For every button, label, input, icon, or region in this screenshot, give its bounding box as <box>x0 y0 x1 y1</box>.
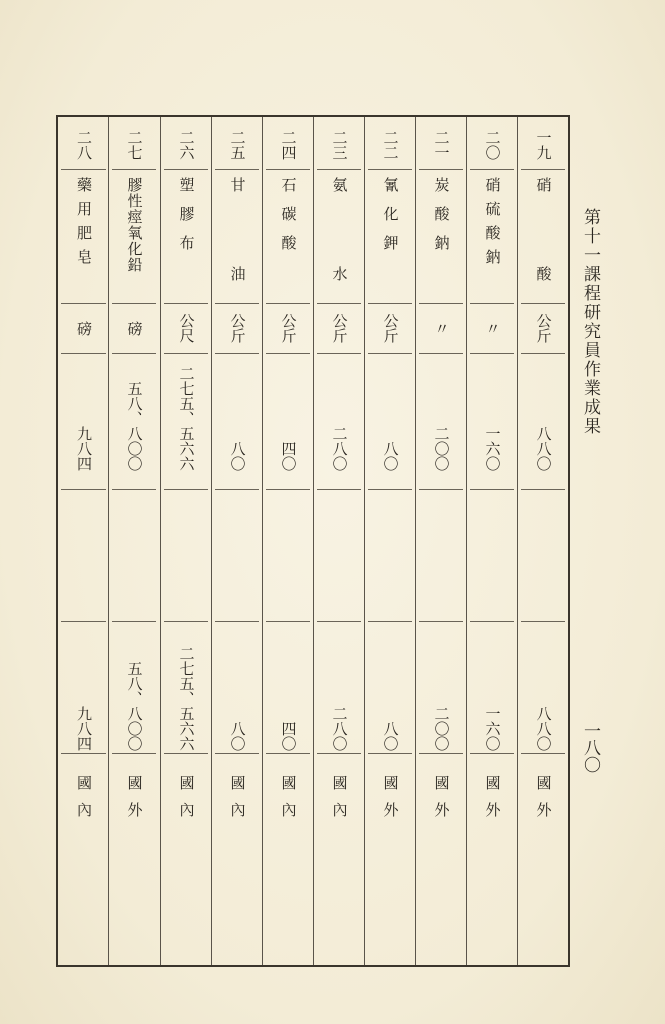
cell-unit <box>58 307 109 349</box>
cell-text-unit: 公尺 <box>177 313 196 343</box>
cell-text-origin: 國外 <box>534 775 553 829</box>
cell-divider <box>521 353 565 354</box>
cell-no <box>263 121 313 169</box>
cell-qty1 <box>365 359 415 471</box>
cell-text-unit: 磅 <box>75 320 93 336</box>
cell-text-qty2: 五八、八〇〇 <box>125 661 144 751</box>
cell-divider <box>470 303 514 304</box>
cell-divider <box>470 621 514 622</box>
cell-origin <box>416 767 466 837</box>
cell-unit <box>518 307 568 349</box>
cell-text-no: 二〇 <box>483 130 502 160</box>
cell-text-no: 二二 <box>381 130 400 160</box>
cell-text-no: 二七 <box>125 130 144 160</box>
cell-no <box>58 121 109 169</box>
cell-divider <box>164 303 208 304</box>
table-column <box>262 117 313 965</box>
cell-text-qty2: 二七五、五六六 <box>177 646 196 751</box>
cell-divider <box>368 621 412 622</box>
cell-text-no: 二四 <box>279 130 298 160</box>
cell-text-origin: 國內 <box>279 775 298 829</box>
cell-divider <box>470 489 514 490</box>
cell-text-qty2: 二八〇 <box>330 706 349 751</box>
cell-text-qty1: 八〇 <box>381 441 400 471</box>
cell-qty1 <box>161 359 211 471</box>
cell-qty1 <box>467 359 517 471</box>
cell-text-name: 氨 水 <box>330 177 349 309</box>
cell-text-unit: 〃 <box>483 320 502 336</box>
cell-unit <box>212 307 262 349</box>
cell-divider <box>215 753 259 754</box>
cell-divider <box>521 753 565 754</box>
table-column <box>313 117 364 965</box>
cell-text-qty1: 八八〇 <box>534 426 553 471</box>
cell-qty2 <box>518 625 568 751</box>
table-column <box>466 117 517 965</box>
cell-unit <box>416 307 466 349</box>
cell-no <box>314 121 364 169</box>
cell-text-origin: 國內 <box>330 775 349 829</box>
cell-divider <box>215 621 259 622</box>
table-column <box>364 117 415 965</box>
cell-qty2 <box>212 625 262 751</box>
cell-divider <box>419 753 463 754</box>
cell-unit <box>161 307 211 349</box>
cell-divider <box>266 489 310 490</box>
cell-qty1 <box>518 359 568 471</box>
cell-divider <box>419 353 463 354</box>
cell-divider <box>368 303 412 304</box>
cell-divider <box>112 353 156 354</box>
cell-divider <box>521 621 565 622</box>
cell-qty2 <box>161 625 211 751</box>
cell-divider <box>521 169 565 170</box>
cell-text-qty1: 九八四 <box>75 426 93 471</box>
cell-text-no: 二八 <box>75 130 93 160</box>
cell-text-name: 塑膠布 <box>177 177 196 264</box>
cell-divider <box>215 489 259 490</box>
cell-text-name: 炭酸鈉 <box>432 177 451 264</box>
cell-divider <box>368 753 412 754</box>
cell-divider <box>368 169 412 170</box>
cell-divider <box>61 303 106 304</box>
cell-qty2 <box>365 625 415 751</box>
cell-divider <box>112 169 156 170</box>
cell-no <box>109 121 159 169</box>
cell-divider <box>317 489 361 490</box>
cell-qty2 <box>416 625 466 751</box>
cell-name <box>467 175 517 299</box>
cell-divider <box>317 753 361 754</box>
cell-divider <box>61 753 106 754</box>
cell-qty2 <box>109 625 159 751</box>
cell-divider <box>164 169 208 170</box>
cell-text-qty1: 八〇 <box>228 441 247 471</box>
cell-divider <box>419 169 463 170</box>
cell-text-no: 二五 <box>228 130 247 160</box>
cell-text-qty2: 一六〇 <box>483 706 502 751</box>
cell-divider <box>164 489 208 490</box>
cell-origin <box>161 767 211 837</box>
cell-no <box>518 121 568 169</box>
cell-divider <box>317 353 361 354</box>
cell-text-unit: 公斤 <box>330 313 349 343</box>
cell-qty1 <box>212 359 262 471</box>
cell-divider <box>266 303 310 304</box>
cell-origin <box>212 767 262 837</box>
table-column <box>517 117 568 965</box>
cell-divider <box>317 169 361 170</box>
cell-text-origin: 國外 <box>125 775 144 829</box>
cell-name <box>263 175 313 299</box>
cell-divider <box>61 621 106 622</box>
material-table <box>56 115 570 967</box>
cell-text-no: 二一 <box>432 130 451 160</box>
cell-qty2 <box>314 625 364 751</box>
cell-divider <box>61 489 106 490</box>
cell-text-unit: 磅 <box>125 320 144 336</box>
cell-text-name: 膠性痙氧化鉛 <box>125 177 144 273</box>
cell-divider <box>368 353 412 354</box>
cell-no <box>467 121 517 169</box>
table-column <box>108 117 159 965</box>
table-column <box>211 117 262 965</box>
cell-divider <box>61 169 106 170</box>
cell-unit <box>109 307 159 349</box>
cell-text-qty2: 二〇〇 <box>432 706 451 751</box>
cell-qty2 <box>58 625 109 751</box>
cell-unit <box>314 307 364 349</box>
cell-text-name: 藥用肥皂 <box>75 177 93 273</box>
cell-divider <box>164 621 208 622</box>
cell-text-qty1: 一六〇 <box>483 426 502 471</box>
cell-no <box>161 121 211 169</box>
cell-origin <box>518 767 568 837</box>
cell-name <box>212 175 262 309</box>
table-column <box>415 117 466 965</box>
cell-name <box>518 175 568 309</box>
cell-text-qty2: 八八〇 <box>534 706 553 751</box>
cell-no <box>365 121 415 169</box>
cell-origin <box>314 767 364 837</box>
cell-text-no: 二三 <box>330 130 349 160</box>
cell-name <box>365 175 415 299</box>
cell-text-name: 氰化鉀 <box>381 177 400 264</box>
cell-divider <box>266 169 310 170</box>
cell-text-origin: 國外 <box>432 775 451 829</box>
cell-origin <box>365 767 415 837</box>
cell-text-qty2: 八〇 <box>381 721 400 751</box>
cell-unit <box>263 307 313 349</box>
cell-no <box>416 121 466 169</box>
cell-divider <box>266 753 310 754</box>
cell-qty1 <box>416 359 466 471</box>
cell-text-qty2: 八〇 <box>228 721 247 751</box>
cell-qty2 <box>467 625 517 751</box>
cell-name <box>314 175 364 309</box>
cell-divider <box>368 489 412 490</box>
cell-qty2 <box>263 625 313 751</box>
cell-name <box>161 175 211 299</box>
cell-divider <box>215 169 259 170</box>
cell-text-unit: 公斤 <box>381 313 400 343</box>
cell-divider <box>266 353 310 354</box>
cell-divider <box>419 489 463 490</box>
cell-text-name: 石碳酸 <box>279 177 298 264</box>
cell-origin <box>263 767 313 837</box>
cell-origin <box>109 767 159 837</box>
cell-divider <box>470 169 514 170</box>
cell-no <box>212 121 262 169</box>
cell-divider <box>61 353 106 354</box>
cell-text-origin: 國內 <box>177 775 196 829</box>
cell-qty1 <box>263 359 313 471</box>
cell-text-qty2: 四〇 <box>279 721 298 751</box>
cell-text-qty1: 二〇〇 <box>432 426 451 471</box>
cell-divider <box>419 621 463 622</box>
cell-text-unit: 公斤 <box>228 313 247 343</box>
page-number: 一八〇 <box>580 722 600 773</box>
cell-unit <box>467 307 517 349</box>
cell-text-no: 二六 <box>177 130 196 160</box>
cell-text-origin: 國內 <box>75 775 93 829</box>
cell-divider <box>164 753 208 754</box>
cell-text-origin: 國內 <box>228 775 247 829</box>
cell-divider <box>112 753 156 754</box>
cell-text-name: 甘 油 <box>228 177 247 309</box>
cell-divider <box>419 303 463 304</box>
chapter-title: 第十一課程研究員作業成果 <box>580 208 600 436</box>
cell-text-origin: 國外 <box>381 775 400 829</box>
cell-text-origin: 國外 <box>483 775 502 829</box>
cell-text-unit: 〃 <box>432 320 451 336</box>
cell-text-unit: 公斤 <box>279 313 298 343</box>
cell-divider <box>470 753 514 754</box>
cell-text-unit: 公斤 <box>534 313 553 343</box>
cell-text-qty2: 九八四 <box>75 706 93 751</box>
cell-divider <box>266 621 310 622</box>
cell-divider <box>112 303 156 304</box>
cell-name <box>416 175 466 299</box>
table-column <box>58 117 109 965</box>
cell-text-name: 硝硫酸鈉 <box>483 177 502 273</box>
cell-name <box>58 175 109 299</box>
cell-text-name: 硝 酸 <box>534 177 553 309</box>
cell-text-qty1: 四〇 <box>279 441 298 471</box>
cell-divider <box>470 353 514 354</box>
cell-divider <box>112 489 156 490</box>
cell-divider <box>317 621 361 622</box>
cell-origin <box>467 767 517 837</box>
table-column <box>160 117 211 965</box>
cell-divider <box>112 621 156 622</box>
cell-unit <box>365 307 415 349</box>
cell-divider <box>215 353 259 354</box>
cell-name <box>109 175 159 299</box>
cell-text-qty1: 五八、八〇〇 <box>125 381 144 471</box>
cell-text-qty1: 二七五、五六六 <box>177 366 196 471</box>
cell-divider <box>164 353 208 354</box>
cell-qty1 <box>109 359 159 471</box>
cell-qty1 <box>314 359 364 471</box>
cell-origin <box>58 767 109 837</box>
cell-text-qty1: 二八〇 <box>330 426 349 471</box>
cell-text-no: 一九 <box>534 130 553 160</box>
cell-divider <box>521 489 565 490</box>
cell-qty1 <box>58 359 109 471</box>
